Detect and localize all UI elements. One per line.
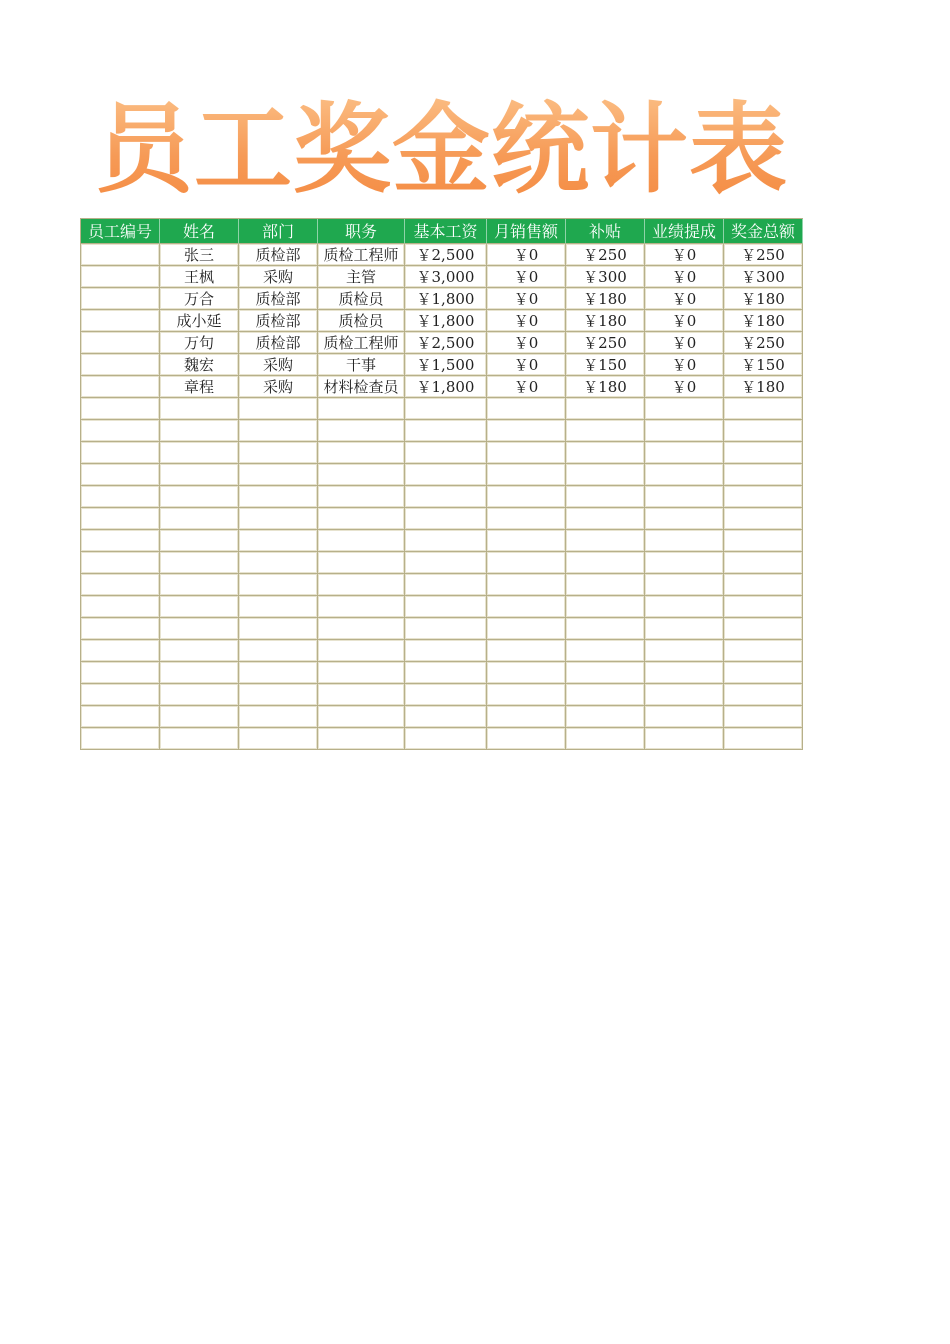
table-row: [81, 442, 803, 464]
cell-allowance[interactable]: ￥180: [566, 310, 645, 332]
cell-commission[interactable]: [645, 464, 724, 486]
cell-employee-id[interactable]: [81, 596, 160, 618]
cell-name[interactable]: [160, 640, 239, 662]
cell-name[interactable]: [160, 662, 239, 684]
cell-commission[interactable]: [645, 640, 724, 662]
cell-monthly-sales[interactable]: ￥0: [487, 332, 566, 354]
cell-position[interactable]: [318, 552, 405, 574]
table-row: [81, 640, 803, 662]
cell-commission[interactable]: ￥0: [645, 288, 724, 310]
cell-bonus-total[interactable]: [724, 530, 803, 552]
cell-monthly-sales[interactable]: ￥0: [487, 244, 566, 266]
cell-department[interactable]: 采购: [239, 354, 318, 376]
cell-allowance[interactable]: ￥250: [566, 244, 645, 266]
header-allowance[interactable]: 补贴: [566, 219, 645, 244]
cell-name[interactable]: [160, 508, 239, 530]
table-row: [81, 486, 803, 508]
cell-employee-id[interactable]: [81, 684, 160, 706]
cell-position[interactable]: 质检工程师: [318, 244, 405, 266]
cell-base-salary[interactable]: [405, 596, 487, 618]
cell-position[interactable]: 主管: [318, 266, 405, 288]
table-row: [81, 398, 803, 420]
table-row: [81, 354, 803, 376]
cell-employee-id[interactable]: [81, 310, 160, 332]
cell-bonus-total[interactable]: [724, 728, 803, 750]
cell-department[interactable]: [239, 552, 318, 574]
cell-department[interactable]: [239, 508, 318, 530]
table-row: [81, 332, 803, 354]
table-row: [81, 552, 803, 574]
cell-employee-id[interactable]: [81, 442, 160, 464]
cell-department[interactable]: 采购: [239, 376, 318, 398]
cell-allowance[interactable]: [566, 574, 645, 596]
cell-base-salary[interactable]: ￥2,500: [405, 244, 487, 266]
cell-name[interactable]: [160, 530, 239, 552]
cell-commission[interactable]: [645, 596, 724, 618]
cell-monthly-sales[interactable]: [487, 574, 566, 596]
cell-employee-id[interactable]: [81, 398, 160, 420]
cell-commission[interactable]: ￥0: [645, 310, 724, 332]
cell-base-salary[interactable]: [405, 508, 487, 530]
cell-commission[interactable]: ￥0: [645, 244, 724, 266]
cell-name[interactable]: [160, 684, 239, 706]
cell-bonus-total[interactable]: [724, 618, 803, 640]
cell-employee-id[interactable]: [81, 288, 160, 310]
cell-commission[interactable]: [645, 442, 724, 464]
cell-position[interactable]: [318, 574, 405, 596]
cell-commission[interactable]: [645, 574, 724, 596]
cell-position[interactable]: [318, 398, 405, 420]
cell-employee-id[interactable]: [81, 354, 160, 376]
cell-base-salary[interactable]: [405, 728, 487, 750]
table-row: [81, 310, 803, 332]
cell-commission[interactable]: [645, 684, 724, 706]
cell-department[interactable]: [239, 618, 318, 640]
cell-allowance[interactable]: [566, 596, 645, 618]
cell-commission[interactable]: [645, 398, 724, 420]
cell-bonus-total[interactable]: ￥150: [724, 354, 803, 376]
header-row: [81, 219, 803, 244]
cell-commission[interactable]: [645, 618, 724, 640]
cell-department[interactable]: 质检部: [239, 332, 318, 354]
cell-allowance[interactable]: ￥150: [566, 354, 645, 376]
table-row: [81, 706, 803, 728]
cell-allowance[interactable]: [566, 552, 645, 574]
cell-employee-id[interactable]: [81, 574, 160, 596]
cell-allowance[interactable]: [566, 706, 645, 728]
cell-name[interactable]: [160, 728, 239, 750]
cell-position[interactable]: [318, 706, 405, 728]
cell-allowance[interactable]: ￥250: [566, 332, 645, 354]
cell-base-salary[interactable]: [405, 684, 487, 706]
header-position[interactable]: 职务: [318, 219, 405, 244]
table-row: [81, 618, 803, 640]
cell-bonus-total[interactable]: [724, 706, 803, 728]
cell-base-salary[interactable]: [405, 662, 487, 684]
cell-department[interactable]: [239, 486, 318, 508]
cell-department[interactable]: [239, 662, 318, 684]
cell-base-salary[interactable]: ￥1,800: [405, 376, 487, 398]
cell-monthly-sales[interactable]: [487, 398, 566, 420]
cell-name[interactable]: [160, 398, 239, 420]
cell-commission[interactable]: [645, 706, 724, 728]
cell-name[interactable]: [160, 596, 239, 618]
cell-department[interactable]: [239, 420, 318, 442]
cell-bonus-total[interactable]: ￥250: [724, 332, 803, 354]
cell-name[interactable]: [160, 464, 239, 486]
cell-bonus-total[interactable]: [724, 596, 803, 618]
cell-employee-id[interactable]: [81, 420, 160, 442]
cell-bonus-total[interactable]: ￥180: [724, 310, 803, 332]
table-row: [81, 376, 803, 398]
cell-name[interactable]: 章程: [160, 376, 239, 398]
cell-name[interactable]: [160, 486, 239, 508]
cell-base-salary[interactable]: ￥2,500: [405, 332, 487, 354]
cell-monthly-sales[interactable]: [487, 640, 566, 662]
cell-department[interactable]: [239, 530, 318, 552]
table-row: [81, 728, 803, 750]
cell-employee-id[interactable]: [81, 376, 160, 398]
cell-allowance[interactable]: [566, 662, 645, 684]
cell-bonus-total[interactable]: [724, 508, 803, 530]
cell-monthly-sales[interactable]: [487, 486, 566, 508]
cell-department[interactable]: 采购: [239, 266, 318, 288]
cell-base-salary[interactable]: [405, 530, 487, 552]
cell-base-salary[interactable]: [405, 464, 487, 486]
cell-allowance[interactable]: ￥180: [566, 288, 645, 310]
cell-employee-id[interactable]: [81, 332, 160, 354]
cell-employee-id[interactable]: [81, 728, 160, 750]
cell-employee-id[interactable]: [81, 266, 160, 288]
cell-name[interactable]: 万合: [160, 288, 239, 310]
cell-monthly-sales[interactable]: [487, 706, 566, 728]
cell-allowance[interactable]: [566, 728, 645, 750]
cell-monthly-sales[interactable]: ￥0: [487, 310, 566, 332]
cell-allowance[interactable]: [566, 508, 645, 530]
cell-department[interactable]: [239, 442, 318, 464]
cell-department[interactable]: [239, 684, 318, 706]
cell-base-salary[interactable]: [405, 486, 487, 508]
cell-employee-id[interactable]: [81, 706, 160, 728]
table-row: [81, 464, 803, 486]
cell-position[interactable]: [318, 662, 405, 684]
cell-bonus-total[interactable]: [724, 420, 803, 442]
cell-monthly-sales[interactable]: [487, 728, 566, 750]
cell-employee-id[interactable]: [81, 552, 160, 574]
table-row: [81, 420, 803, 442]
cell-commission[interactable]: ￥0: [645, 354, 724, 376]
cell-position[interactable]: [318, 618, 405, 640]
cell-employee-id[interactable]: [81, 662, 160, 684]
cell-position[interactable]: [318, 640, 405, 662]
cell-bonus-total[interactable]: [724, 684, 803, 706]
cell-department[interactable]: [239, 640, 318, 662]
cell-base-salary[interactable]: ￥1,800: [405, 288, 487, 310]
cell-position[interactable]: 干事: [318, 354, 405, 376]
cell-department[interactable]: [239, 464, 318, 486]
cell-monthly-sales[interactable]: [487, 464, 566, 486]
cell-bonus-total[interactable]: [724, 464, 803, 486]
table-row: [81, 508, 803, 530]
cell-employee-id[interactable]: [81, 244, 160, 266]
cell-commission[interactable]: [645, 508, 724, 530]
cell-bonus-total[interactable]: [724, 552, 803, 574]
cell-employee-id[interactable]: [81, 618, 160, 640]
cell-monthly-sales[interactable]: [487, 442, 566, 464]
cell-commission[interactable]: [645, 728, 724, 750]
cell-base-salary[interactable]: [405, 442, 487, 464]
cell-position[interactable]: [318, 728, 405, 750]
table-row: [81, 662, 803, 684]
cell-commission[interactable]: ￥0: [645, 266, 724, 288]
cell-bonus-total[interactable]: [724, 486, 803, 508]
cell-position[interactable]: 质检员: [318, 310, 405, 332]
cell-monthly-sales[interactable]: [487, 596, 566, 618]
cell-bonus-total[interactable]: ￥250: [724, 244, 803, 266]
cell-monthly-sales[interactable]: [487, 684, 566, 706]
cell-name[interactable]: 魏宏: [160, 354, 239, 376]
cell-bonus-total[interactable]: [724, 662, 803, 684]
cell-monthly-sales[interactable]: [487, 420, 566, 442]
cell-bonus-total[interactable]: ￥300: [724, 266, 803, 288]
cell-monthly-sales[interactable]: [487, 552, 566, 574]
cell-allowance[interactable]: [566, 442, 645, 464]
cell-position[interactable]: [318, 596, 405, 618]
header-employee-id[interactable]: 员工编号: [81, 219, 160, 244]
table-row: [81, 574, 803, 596]
cell-commission[interactable]: [645, 486, 724, 508]
cell-name[interactable]: [160, 574, 239, 596]
bonus-table: [80, 218, 803, 750]
cell-position[interactable]: [318, 486, 405, 508]
cell-base-salary[interactable]: ￥3,000: [405, 266, 487, 288]
cell-allowance[interactable]: ￥180: [566, 376, 645, 398]
cell-monthly-sales[interactable]: [487, 662, 566, 684]
cell-employee-id[interactable]: [81, 640, 160, 662]
cell-name[interactable]: [160, 420, 239, 442]
cell-commission[interactable]: [645, 420, 724, 442]
cell-name[interactable]: 万句: [160, 332, 239, 354]
cell-position[interactable]: [318, 530, 405, 552]
cell-name[interactable]: 成小延: [160, 310, 239, 332]
cell-base-salary[interactable]: [405, 574, 487, 596]
header-commission[interactable]: 业绩提成: [645, 219, 724, 244]
cell-employee-id[interactable]: [81, 464, 160, 486]
table-body: [81, 244, 803, 750]
table-row: [81, 288, 803, 310]
cell-commission[interactable]: ￥0: [645, 376, 724, 398]
cell-department[interactable]: [239, 398, 318, 420]
cell-monthly-sales[interactable]: ￥0: [487, 354, 566, 376]
cell-bonus-total[interactable]: [724, 442, 803, 464]
cell-monthly-sales[interactable]: ￥0: [487, 376, 566, 398]
cell-base-salary[interactable]: ￥1,500: [405, 354, 487, 376]
table-row: [81, 530, 803, 552]
cell-base-salary[interactable]: ￥1,800: [405, 310, 487, 332]
cell-base-salary[interactable]: [405, 398, 487, 420]
cell-name[interactable]: [160, 706, 239, 728]
cell-position[interactable]: 质检工程师: [318, 332, 405, 354]
cell-employee-id[interactable]: [81, 508, 160, 530]
cell-base-salary[interactable]: [405, 420, 487, 442]
cell-allowance[interactable]: [566, 618, 645, 640]
cell-name[interactable]: [160, 442, 239, 464]
cell-base-salary[interactable]: [405, 706, 487, 728]
cell-department[interactable]: 质检部: [239, 310, 318, 332]
cell-bonus-total[interactable]: [724, 574, 803, 596]
table-row: [81, 244, 803, 266]
cell-position[interactable]: [318, 464, 405, 486]
header-base-salary[interactable]: 基本工资: [405, 219, 487, 244]
cell-commission[interactable]: [645, 552, 724, 574]
header-bonus-total[interactable]: 奖金总额: [724, 219, 803, 244]
cell-allowance[interactable]: [566, 640, 645, 662]
header-name[interactable]: 姓名: [160, 219, 239, 244]
cell-commission[interactable]: [645, 662, 724, 684]
cell-allowance[interactable]: [566, 486, 645, 508]
cell-commission[interactable]: [645, 530, 724, 552]
cell-name[interactable]: 王枫: [160, 266, 239, 288]
cell-bonus-total[interactable]: [724, 640, 803, 662]
cell-position[interactable]: 质检员: [318, 288, 405, 310]
table-row: [81, 684, 803, 706]
cell-allowance[interactable]: [566, 464, 645, 486]
cell-department[interactable]: [239, 706, 318, 728]
cell-department[interactable]: [239, 574, 318, 596]
cell-position[interactable]: 材料检查员: [318, 376, 405, 398]
cell-base-salary[interactable]: [405, 552, 487, 574]
cell-monthly-sales[interactable]: ￥0: [487, 288, 566, 310]
cell-monthly-sales[interactable]: ￥0: [487, 266, 566, 288]
cell-allowance[interactable]: [566, 398, 645, 420]
cell-base-salary[interactable]: [405, 640, 487, 662]
cell-position[interactable]: [318, 420, 405, 442]
header-department[interactable]: 部门: [239, 219, 318, 244]
cell-bonus-total[interactable]: [724, 398, 803, 420]
cell-monthly-sales[interactable]: [487, 530, 566, 552]
cell-position[interactable]: [318, 684, 405, 706]
cell-allowance[interactable]: [566, 530, 645, 552]
cell-department[interactable]: 质检部: [239, 244, 318, 266]
cell-department[interactable]: 质检部: [239, 288, 318, 310]
table-row: [81, 596, 803, 618]
cell-employee-id[interactable]: [81, 486, 160, 508]
cell-name[interactable]: [160, 618, 239, 640]
cell-base-salary[interactable]: [405, 618, 487, 640]
header-monthly-sales[interactable]: 月销售额: [487, 219, 566, 244]
cell-commission[interactable]: ￥0: [645, 332, 724, 354]
cell-allowance[interactable]: [566, 420, 645, 442]
cell-name[interactable]: 张三: [160, 244, 239, 266]
cell-bonus-total[interactable]: ￥180: [724, 288, 803, 310]
cell-position[interactable]: [318, 508, 405, 530]
cell-bonus-total[interactable]: ￥180: [724, 376, 803, 398]
cell-allowance[interactable]: [566, 684, 645, 706]
table-row: [81, 266, 803, 288]
cell-department[interactable]: [239, 596, 318, 618]
cell-monthly-sales[interactable]: [487, 508, 566, 530]
cell-department[interactable]: [239, 728, 318, 750]
cell-name[interactable]: [160, 552, 239, 574]
cell-allowance[interactable]: ￥300: [566, 266, 645, 288]
cell-position[interactable]: [318, 442, 405, 464]
cell-monthly-sales[interactable]: [487, 618, 566, 640]
cell-employee-id[interactable]: [81, 530, 160, 552]
sheet-title: 员工奖金统计表: [80, 82, 803, 218]
